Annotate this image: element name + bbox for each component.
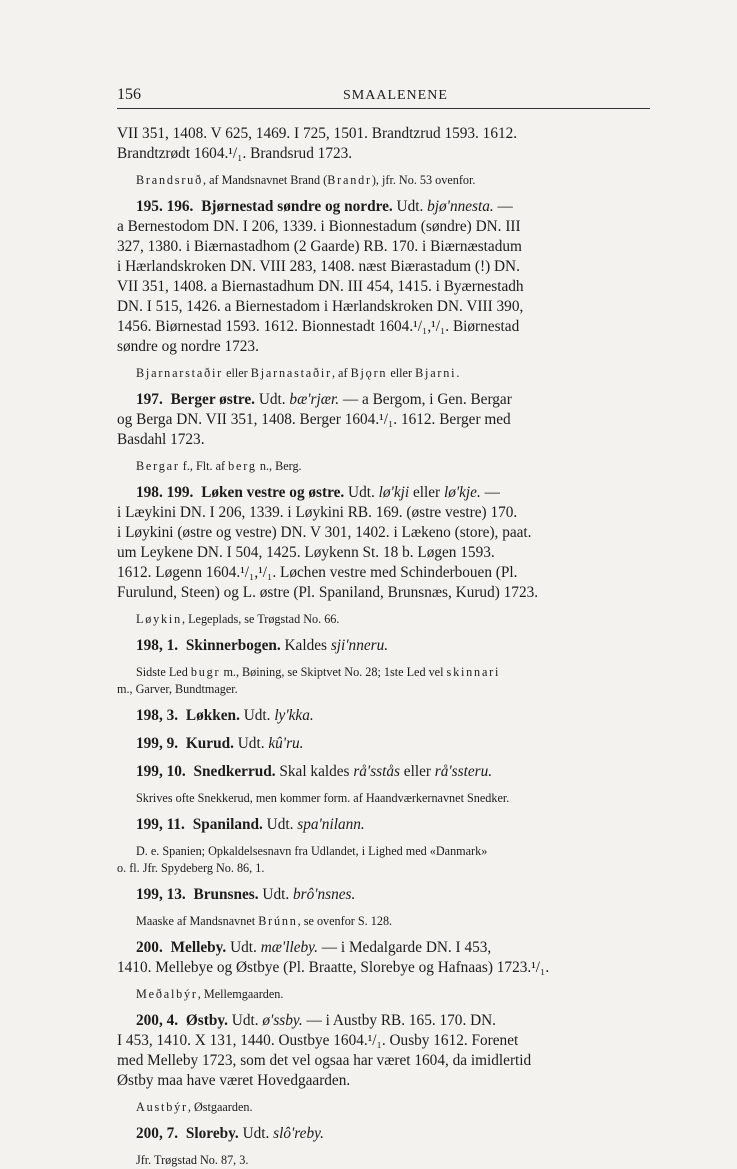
text-run: 1456. Biørnestad 1593. 1612. Bionnestadt 1604.¹/₁,¹/₁. Biørnestad xyxy=(117,318,520,335)
pronunciation: brô'nsnes. xyxy=(293,886,356,903)
text-line xyxy=(117,913,650,930)
text-run: um Leykene DN. I 504, 1425. Løykenn St. 18 b. Løgen 1593. xyxy=(117,544,495,561)
spaced-term: Bjarni xyxy=(415,366,457,380)
farm-name: Skinnerbogen. xyxy=(182,637,281,654)
page-header xyxy=(117,84,650,109)
text-run: , af xyxy=(331,366,351,380)
etymology-note xyxy=(117,611,650,628)
text-line xyxy=(117,543,650,563)
etymology-note xyxy=(117,458,650,475)
text-line xyxy=(117,1031,650,1051)
text-run: Østby maa have været Hovedgaarden. xyxy=(117,1072,351,1089)
text-run: eller xyxy=(387,366,416,380)
entry-number: 199, 13. xyxy=(136,886,186,903)
text-run: søndre og nordre 1723. xyxy=(117,338,259,355)
farm-name: Berger østre. xyxy=(166,391,255,408)
pronunciation: ø'ssby. xyxy=(262,1012,303,1029)
text-run: VII 351, 1408. a Biernastadhum DN. III 454, 1415. i Byærnestadh xyxy=(117,278,524,295)
place-entry xyxy=(117,706,650,726)
text-run: i Hærlandskroken DN. VIII 283, 1408. næst Biærastadum (!) DN. xyxy=(117,258,520,275)
farm-name: Melleby. xyxy=(166,939,227,956)
place-entry xyxy=(117,124,650,164)
text-line xyxy=(117,365,650,382)
place-entry xyxy=(117,197,650,357)
text-run: Kaldes xyxy=(280,637,331,654)
text-line xyxy=(117,843,650,860)
text-line xyxy=(117,172,650,189)
text-line xyxy=(117,611,650,628)
farm-name: Løkken. xyxy=(182,707,240,724)
pronunciation: bæ'rjær. xyxy=(289,391,340,408)
text-run: 1410. Mellebye og Østbye (Pl. Braatte, Slorebye og Hafnaas) 1723.¹/₁. xyxy=(117,959,550,976)
text-run: 1612. Løgenn 1604.¹/₁,¹/₁. Løchen vestre med Schinderbouen (Pl. xyxy=(117,564,518,581)
text-run: Udt. xyxy=(258,886,293,903)
farm-name: Bjørnestad søndre og nordre. xyxy=(197,198,393,215)
text-run: eller xyxy=(223,366,251,380)
pronunciation: rå'sstås xyxy=(353,763,400,780)
spaced-term: Bergar xyxy=(136,459,180,473)
place-entry xyxy=(117,390,650,450)
page-body xyxy=(117,124,650,1169)
text-line xyxy=(117,762,650,782)
entry-number: 198, 3. xyxy=(136,707,179,724)
text-run: n., Berg. xyxy=(256,459,302,473)
entry-number: 195. 196. xyxy=(136,198,194,215)
farm-name: Spaniland. xyxy=(188,816,263,833)
text-run: — a Bergom, i Gen. Bergar xyxy=(339,391,512,408)
text-run: VII 351, 1408. V 625, 1469. I 725, 1501. Brandtzrud 1593. 1612. xyxy=(117,125,518,142)
place-entry xyxy=(117,938,650,978)
text-line xyxy=(117,1011,650,1031)
text-line xyxy=(117,815,650,835)
farm-name: Løken vestre og østre. xyxy=(197,484,345,501)
text-line xyxy=(117,1099,650,1116)
etymology-note xyxy=(117,664,650,698)
spaced-term: Brúnn xyxy=(258,914,298,928)
etymology-note xyxy=(117,1152,650,1169)
text-line xyxy=(117,734,650,754)
text-run: , af Mandsnavnet Brand ( xyxy=(202,173,328,187)
text-line xyxy=(117,277,650,297)
text-line xyxy=(117,197,650,217)
text-line xyxy=(117,1051,650,1071)
text-run: Udt. xyxy=(227,1012,263,1029)
pronunciation: rå'ssteru. xyxy=(434,763,493,780)
text-run: m., Garver, Bundtmager. xyxy=(117,682,238,696)
place-entry xyxy=(117,734,650,754)
text-line xyxy=(117,790,650,807)
text-run: o. fl. Jfr. Spydeberg No. 86, 1. xyxy=(117,861,265,875)
etymology-note xyxy=(117,172,650,189)
text-line xyxy=(117,1152,650,1169)
pronunciation: lø'kji xyxy=(378,484,410,501)
place-entry xyxy=(117,885,650,905)
text-run: og Berga DN. VII 351, 1408. Berger 1604.¹/₁. 1612. Berger med xyxy=(117,411,511,428)
text-run: — xyxy=(480,484,500,501)
text-run: Udt. xyxy=(233,735,269,752)
text-line xyxy=(117,458,650,475)
place-entry xyxy=(117,1124,650,1144)
text-run: — i Medalgarde DN. I 453, xyxy=(317,939,492,956)
spaced-term: Brandr xyxy=(327,173,372,187)
farm-name: Snedkerrud. xyxy=(189,763,276,780)
place-entry xyxy=(117,1011,650,1091)
pronunciation: bjø'nnesta. xyxy=(427,198,494,215)
text-run: Udt. xyxy=(238,1125,274,1142)
place-entry xyxy=(117,636,650,656)
etymology-note xyxy=(117,913,650,930)
text-run: Udt. xyxy=(344,484,379,501)
text-line xyxy=(117,681,650,698)
text-line xyxy=(117,144,650,164)
text-run: Furulund, Steen) og L. østre (Pl. Spaniland, Brunsnæs, Kurud) 1723. xyxy=(117,584,539,601)
text-run: Skal kaldes xyxy=(275,763,354,780)
farm-name: Brunsnes. xyxy=(189,886,259,903)
spaced-term: berg xyxy=(228,459,257,473)
page-number: 156 xyxy=(117,86,141,103)
pronunciation: lø'kje. xyxy=(443,484,481,501)
text-line xyxy=(117,958,650,978)
text-run: Udt. xyxy=(255,391,290,408)
text-run: , Mellemgaarden. xyxy=(197,987,284,1001)
text-run: f., Flt. af xyxy=(179,459,229,473)
running-title: SMAALENENE xyxy=(343,88,448,103)
pronunciation: kû'ru. xyxy=(268,735,304,752)
entry-number: 198, 1. xyxy=(136,637,179,654)
text-run: DN. I 515, 1426. a Biernestadom i Hærlandskroken DN. VIII 390, xyxy=(117,298,524,315)
text-line xyxy=(117,337,650,357)
entry-number: 200. xyxy=(136,939,163,956)
text-run: — i Austby RB. 165. 170. DN. xyxy=(302,1012,497,1029)
text-run: , se ovenfor S. 128. xyxy=(297,914,393,928)
farm-name: Kurud. xyxy=(182,735,234,752)
entry-number: 200, 7. xyxy=(136,1125,179,1142)
spaced-term: bugr xyxy=(190,665,221,679)
pronunciation: mæ'lleby. xyxy=(260,939,318,956)
text-run: Sidste Led xyxy=(136,665,191,679)
etymology-note xyxy=(117,986,650,1003)
text-run: , Legeplads, se Trøgstad No. 66. xyxy=(182,612,340,626)
text-run: . xyxy=(456,366,460,380)
text-line xyxy=(117,563,650,583)
entry-number: 198. 199. xyxy=(136,484,194,501)
text-run: m., Bøining, se Skiptvet No. 28; 1ste Led vel xyxy=(220,665,447,679)
text-line xyxy=(117,257,650,277)
text-run: i Løykini (østre og vestre) DN. V 301, 1402. i Lækeno (store), paat. xyxy=(117,524,532,541)
entry-number: 200, 4. xyxy=(136,1012,179,1029)
etymology-note xyxy=(117,1099,650,1116)
text-line xyxy=(117,503,650,523)
pronunciation: sji'nneru. xyxy=(330,637,389,654)
spaced-term: Austbýr xyxy=(136,1100,188,1114)
spaced-term: Bjarnarstaðir xyxy=(136,366,224,380)
text-line xyxy=(117,297,650,317)
place-entry xyxy=(117,815,650,835)
text-run: i Læykini DN. I 206, 1339. i Løykini RB. 169. (østre vestre) 170. xyxy=(117,504,518,521)
text-run: 327, 1380. i Biærnastadhom (2 Gaarde) RB. 170. i Biærnæstadum xyxy=(117,238,522,255)
entry-number: 197. xyxy=(136,391,163,408)
text-line xyxy=(117,317,650,337)
spaced-term: Bjarnastaðir xyxy=(250,366,332,380)
text-line xyxy=(117,483,650,503)
pronunciation: slô'reby. xyxy=(273,1125,324,1142)
text-run: Udt. xyxy=(226,939,261,956)
text-run: med Melleby 1723, som det vel ogsaa har været 1604, da imidlertid xyxy=(117,1052,532,1069)
text-run: — xyxy=(493,198,513,215)
text-run: D. e. Spanien; Opkaldelsesnavn fra Udlandet, i Lighed med «Danmark» xyxy=(136,844,488,858)
text-run: I 453, 1410. X 131, 1440. Oustbye 1604.¹/₁. Ousby 1612. Forenet xyxy=(117,1032,519,1049)
farm-name: Østby. xyxy=(182,1012,228,1029)
spaced-term: skinnari xyxy=(446,665,501,679)
spaced-term: Brandsruð xyxy=(136,173,203,187)
text-line xyxy=(117,1124,650,1144)
text-line xyxy=(117,390,650,410)
entry-number: 199, 10. xyxy=(136,763,186,780)
text-line xyxy=(117,706,650,726)
text-line xyxy=(117,217,650,237)
text-run: Udt. xyxy=(392,198,428,215)
text-line xyxy=(117,583,650,603)
entry-number: 199, 9. xyxy=(136,735,179,752)
text-run: eller xyxy=(409,484,444,501)
text-line xyxy=(117,124,650,144)
text-run: Basdahl 1723. xyxy=(117,431,205,448)
place-entry xyxy=(117,762,650,782)
text-line xyxy=(117,636,650,656)
pronunciation: ly'kka. xyxy=(274,707,314,724)
entry-number: 199, 11. xyxy=(136,816,185,833)
text-line xyxy=(117,410,650,430)
etymology-note xyxy=(117,790,650,807)
text-line xyxy=(117,938,650,958)
place-entry xyxy=(117,483,650,603)
text-line xyxy=(117,664,650,681)
pronunciation: spa'nilann. xyxy=(297,816,365,833)
text-line xyxy=(117,986,650,1003)
spaced-term: Meðalbýr xyxy=(136,987,198,1001)
text-run: Jfr. Trøgstad No. 87, 3. xyxy=(136,1153,249,1167)
text-run: Udt. xyxy=(262,816,298,833)
text-line xyxy=(117,237,650,257)
text-run: , Østgaarden. xyxy=(187,1100,253,1114)
text-line xyxy=(117,430,650,450)
farm-name: Sloreby. xyxy=(182,1125,239,1142)
etymology-note xyxy=(117,365,650,382)
text-run: ), jfr. No. 53 ovenfor. xyxy=(371,173,476,187)
text-line xyxy=(117,860,650,877)
etymology-note xyxy=(117,843,650,877)
text-run: eller xyxy=(399,763,435,780)
text-run: Brandtzrødt 1604.¹/₁. Brandsrud 1723. xyxy=(117,145,353,162)
text-run: Maaske af Mandsnavnet xyxy=(136,914,259,928)
text-run: a Bernestodom DN. I 206, 1339. i Bionnestadum (søndre) DN. III xyxy=(117,218,521,235)
spaced-term: Løykin xyxy=(136,612,183,626)
text-run: Skrives ofte Snekkerud, men kommer form. af Haandværkernavnet Snedker. xyxy=(136,791,510,805)
text-run: Udt. xyxy=(239,707,275,724)
spaced-term: Bjǫrn xyxy=(350,366,388,380)
text-line xyxy=(117,1071,650,1091)
text-line xyxy=(117,885,650,905)
text-line xyxy=(117,523,650,543)
